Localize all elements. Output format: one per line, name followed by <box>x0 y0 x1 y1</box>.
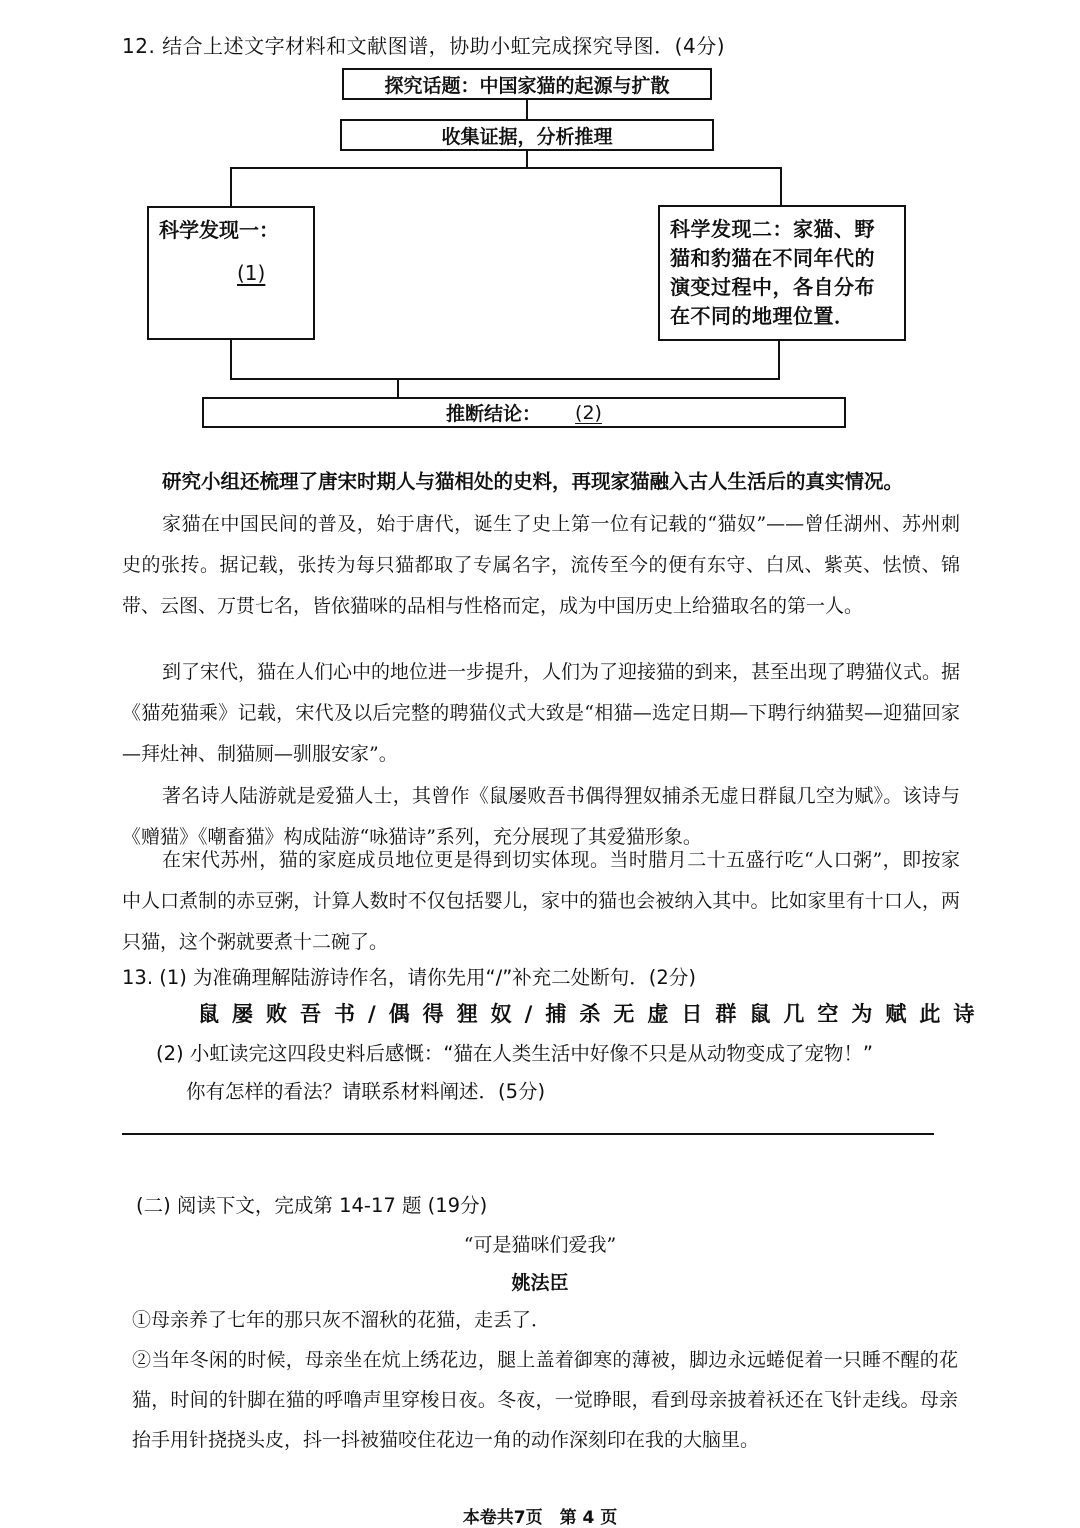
finding-2-text: 科学发现二：家猫、野猫和豹猫在不同年代的演变过程中，各自分布在不同的地理位置． <box>670 217 875 328</box>
poem-title-sentence: 鼠屡败吾书/偶得狸奴/捕杀无虚日群鼠几空为赋此诗 <box>198 1002 988 1026</box>
evidence-box <box>340 119 714 151</box>
question-13-part-2: (2) 小虹读完这四段史料后感慨：“猫在人类生活中好像不只是从动物变成了宠物！” <box>156 1042 874 1065</box>
page-footer: 本卷共7页 第 4 页 <box>462 1508 618 1528</box>
connector-line <box>230 167 782 169</box>
finding-1-label: 科学发现一： <box>159 218 279 242</box>
material-paragraph-4: 在宋代苏州，猫的家庭成员地位更是得到切实体现。当时腊月二十五盛行吃“人口粥”，即按家中人口煮制的赤豆粥，计算人数时不仅包括婴儿，家中的猫也会被纳入其中。比如家里有十口人，两只猫，这个粥就要煮十二碗了。 <box>122 849 960 953</box>
connector-line <box>526 151 528 168</box>
answer-line[interactable] <box>122 1133 934 1135</box>
article-paragraph-1: ①母亲养了七年的那只灰不溜秋的花猫，走丢了． <box>132 1309 551 1331</box>
connector-line <box>397 380 399 398</box>
topic-box <box>342 68 712 100</box>
finding-2-box <box>658 205 906 341</box>
connector-line <box>526 100 528 119</box>
answer-blank-1[interactable]: (1) <box>237 261 266 285</box>
connector-line <box>230 340 232 380</box>
article-title: “可是猫咪们爱我” <box>463 1234 617 1256</box>
connector-line <box>230 167 232 207</box>
conclusion-label: 推断结论： <box>446 403 542 425</box>
answer-blank-2[interactable]: (2) <box>575 401 602 424</box>
section-2-title: (二) 阅读下文，完成第 14-17 题 (19分) <box>136 1194 488 1217</box>
article-author: 姚法臣 <box>511 1272 569 1294</box>
evidence-text: 收集证据，分析推理 <box>441 125 613 148</box>
question-13-part-2-prompt: 你有怎样的看法？请联系材料阐述．(5分) <box>186 1080 546 1103</box>
conclusion-box <box>202 397 846 428</box>
material-paragraph-1: 家猫在中国民间的普及，始于唐代，诞生了史上第一位有记载的“猫奴”——曾任湖州、苏州刺史的张抟。据记载，张抟为每只猫都取了专属名字，流传至今的便有东守、白凤、紫英、怯愤、锦带、云图、万贯七名，皆依猫咪的品相与性格而定，成为中国历史上给猫取名的第一人。 <box>122 513 960 617</box>
material-paragraph-3: 著名诗人陆游就是爱猫人士，其曾作《鼠屡败吾书偶得狸奴捕杀无虚日群鼠几空为赋》。该诗与《赠猫》《嘲畜猫》构成陆游“咏猫诗”系列，充分展现了其爱猫形象。 <box>122 785 960 848</box>
question-12-title: 12. 结合上述文字材料和文献图谱，协助小虹完成探究导图．(4分) <box>122 34 725 58</box>
connector-line <box>780 167 782 207</box>
topic-text: 探究话题：中国家猫的起源与扩散 <box>384 74 670 97</box>
article-paragraph-2: ②当年冬闲的时候，母亲坐在炕上绣花边，腿上盖着御寒的薄被，脚边永远蜷促着一只睡不醒的花猫，时间的针脚在猫的呼噜声里穿梭日夜。冬夜，一觉睁眼，看到母亲披着袄还在飞针走线。母亲抬手用针挠挠头皮，抖一抖被猫咬住花边一角的动作深刻印在我的大脑里。 <box>132 1349 958 1451</box>
finding-1-box <box>147 206 315 340</box>
material-paragraph-2: 到了宋代，猫在人们心中的地位进一步提升，人们为了迎接猫的到来，甚至出现了聘猫仪式。据《猫苑猫乘》记载，宋代及以后完整的聘猫仪式大致是“相猫—选定日期—下聘行纳猫契—迎猫回家—拜灶神、制猫厕—驯服安家”。 <box>122 661 961 765</box>
material-lead: 研究小组还梳理了唐宋时期人与猫相处的史料，再现家猫融入古人生活后的真实情况。 <box>162 470 904 493</box>
question-13-part-1: 13. (1) 为准确理解陆游诗作名，请你先用“/”补充二处断句．(2分) <box>122 966 696 989</box>
connector-line <box>778 341 780 380</box>
connector-line <box>230 378 780 380</box>
